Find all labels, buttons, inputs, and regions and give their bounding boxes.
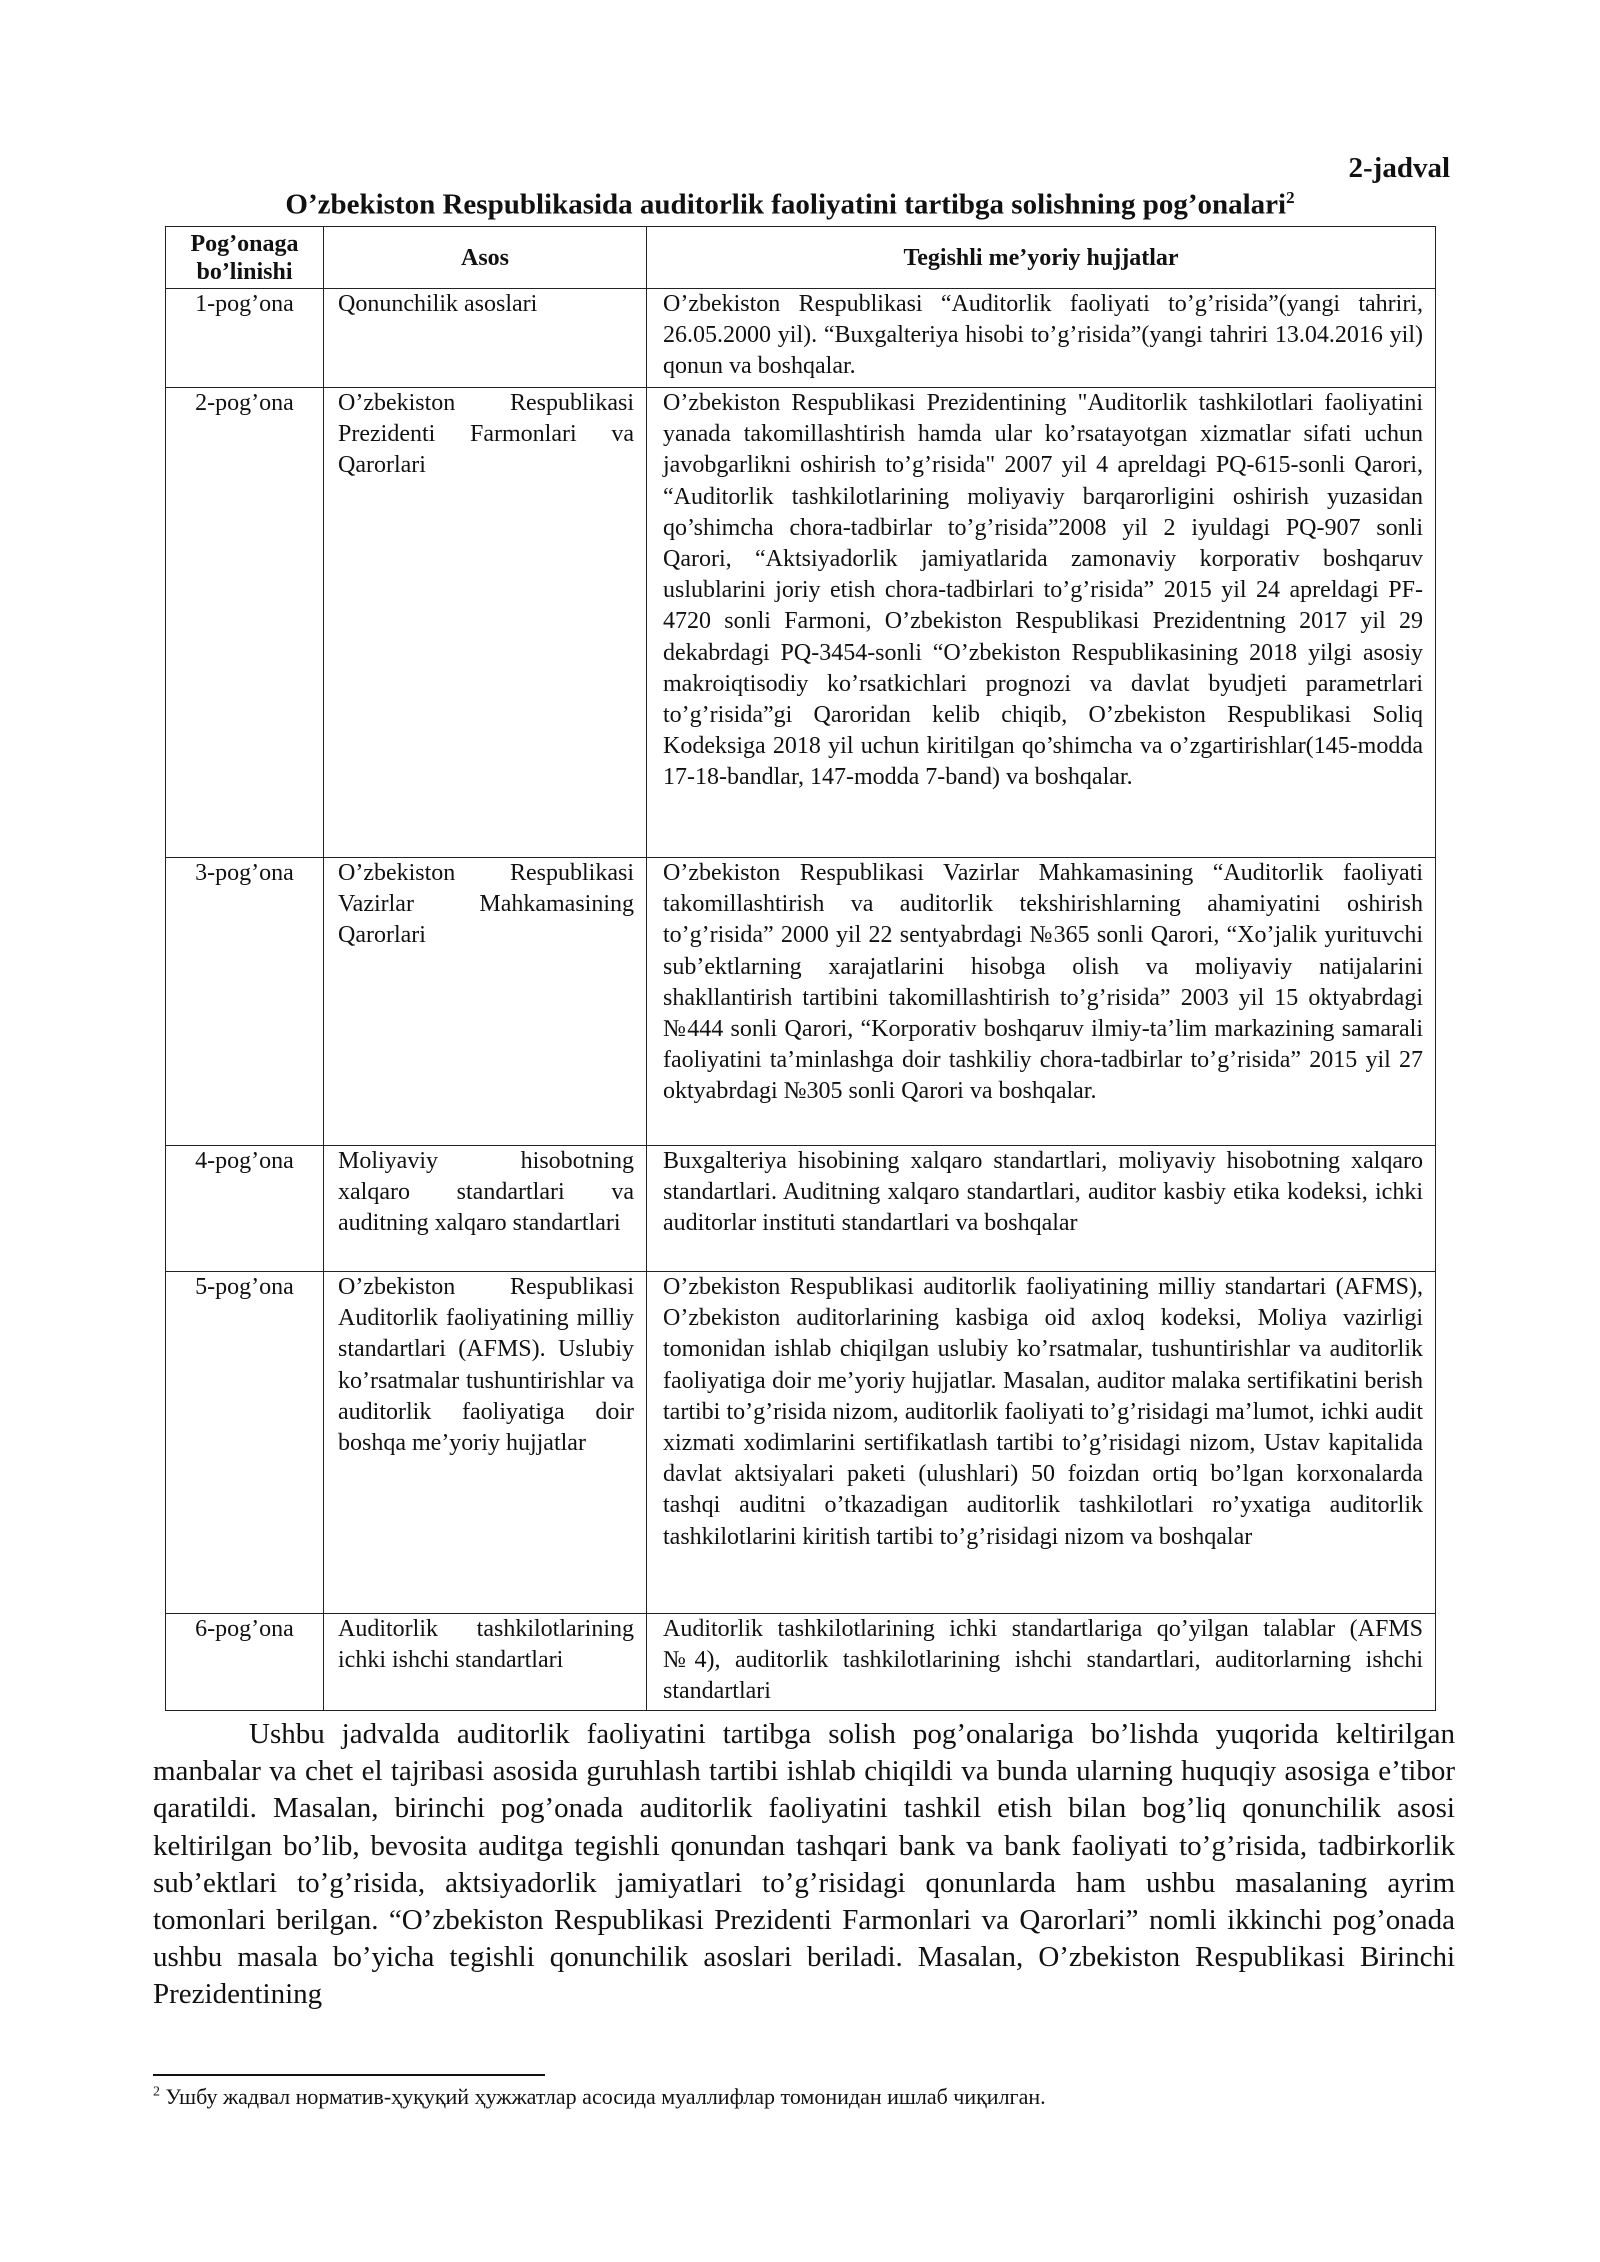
table-row xyxy=(166,1272,1436,1614)
documents-cell: O’zbekiston Respublikasi Vazirlar Mahkamasining “Auditorlik faoliyati takomillashtirish va auditorlik tekshirishlarning ahamiyatini oshirish to’g’risida” 2000 yil 22 sentyabrdagi №365 sonli Qarori, “Xo’jalik yurituvchi sub’ektlarning xarajatlarini hisobga olish va moliyaviy natijalarini shakllantirish tartibini takomillashtirish to’g’risida” 2003 yil 15 oktyabrdagi №444 sonli Qarori, “Korporativ boshqaruv ilmiy-ta’lim markazining samarali faoliyatini ta’minlashga doir tashkiliy chora-tadbirlar to’g’risida” 2015 yil 27 oktyabrdagi №305 sonli Qarori va boshqalar. xyxy=(647,858,1436,1146)
body-paragraph xyxy=(153,1716,1455,2014)
title-footnote-marker: 2 xyxy=(1286,188,1295,207)
footnote-divider xyxy=(153,2074,545,2076)
table-title-text: O’zbekiston Respublikasida auditorlik faoliyatini tartibga solishning pog’onalari xyxy=(285,188,1287,221)
header-level: Pog’onaga bo’linishi xyxy=(166,227,324,289)
level-cell: 6-pog’ona xyxy=(166,1614,324,1711)
header-basis: Asos xyxy=(324,227,647,289)
basis-cell: O’zbekiston Respublikasi Auditorlik faoliyatining milliy standartlari (AFMS). Uslubiy ko’rsatmalar tushuntirishlar va auditorlik faoliyatiga doir boshqa me’yoriy hujjatlar xyxy=(324,1272,647,1614)
documents-cell: Buxgalteriya hisobining xalqaro standartlari, moliyaviy hisobotning xalqaro standartlari. Auditning xalqaro standartlari, auditor kasbiy etika kodeksi, ichki auditorlar instituti standartlari va boshqalar xyxy=(647,1146,1436,1272)
basis-cell: Qonunchilik asoslari xyxy=(324,289,647,388)
table-header-row xyxy=(166,227,1436,289)
body-paragraph-text: Ushbu jadvalda auditorlik faoliyatini tartibga solish pog’onalariga bo’lishda yuqorida keltirilgan manbalar va chet el tajribasi asosida guruhlash tartibi ishlab chiqildi va bunda ularning huquqiy asosiga e’tibor qaratildi. Masalan, birinchi pog’onada auditorlik faoliyatini tashkil etish bilan bog’liq qonunchilik asosi keltirilgan bo’lib, bevosita auditga tegishli qonundan tashqari bank va bank faoliyati to’g’risida, tadbirkorlik sub’ektlari to’g’risida, aktsiyadorlik jamiyatlari to’g’risidagi qonunlarda ham ushbu masalaning ayrim tomonlari berilgan. “O’zbekiston Respublikasi Prezidenti Farmonlari va Qarorlari” nomli ikkinchi pog’onada ushbu masala bo’yicha tegishli qonunchilik asoslari beriladi. Masalan, O’zbekiston Respublikasi Birinchi Prezidentining xyxy=(153,1718,1455,2011)
table-row xyxy=(166,388,1436,858)
table-title xyxy=(150,188,1430,222)
level-cell: 3-pog’ona xyxy=(166,858,324,1146)
basis-cell: Auditorlik tashkilotlarining ichki ishchi standartlari xyxy=(324,1614,647,1711)
level-cell: 4-pog’ona xyxy=(166,1146,324,1272)
level-cell: 2-pog’ona xyxy=(166,388,324,858)
table-row xyxy=(166,289,1436,388)
footnote-marker: 2 xyxy=(153,2084,160,2100)
basis-cell: O’zbekiston Respublikasi Prezidenti Farmonlari va Qarorlari xyxy=(324,388,647,858)
table-label: 2-jadval xyxy=(1348,152,1450,184)
basis-cell: O’zbekiston Respublikasi Vazirlar Mahkamasining Qarorlari xyxy=(324,858,647,1146)
table-row xyxy=(166,1614,1436,1711)
basis-cell: Moliyaviy hisobotning xalqaro standartlari va auditning xalqaro standartlari xyxy=(324,1146,647,1272)
table-row xyxy=(166,1146,1436,1272)
documents-cell: O’zbekiston Respublikasi auditorlik faoliyatining milliy standartari (AFMS), O’zbekiston auditorlarining kasbiga oid axloq kodeksi, Moliya vazirligi tomonidan ishlab chiqilgan uslubiy ko’rsatmalar, tushuntirishlar va auditorlik faoliyatiga doir me’yoriy hujjatlar. Masalan, auditor malaka sertifikatini berish tartibi to’g’risida nizom, auditorlik faoliyati to’g’risidagi ma’lumot, ichki audit xizmati xodimlarini sertifikatlash tartibi to’g’risidagi nizom, Ustav kapitalida davlat aktsiyalari paketi (ulushlari) 50 foizdan ortiq bo’lgan korxonalarda tashqi auditni o’tkazadigan auditorlik tashkilotlari ro’yxatiga auditorlik tashkilotlarini kiritish tartibi to’g’risidagi nizom va boshqalar xyxy=(647,1272,1436,1614)
table-row xyxy=(166,858,1436,1146)
footnote xyxy=(153,2084,1046,2110)
level-cell: 1-pog’ona xyxy=(166,289,324,388)
documents-cell: O’zbekiston Respublikasi “Auditorlik faoliyati to’g’risida”(yangi tahriri, 26.05.2000 yil). “Buxgalteriya hisobi to’g’risida”(yangi tahriri 13.04.2016 yil) qonun va boshqalar. xyxy=(647,289,1436,388)
documents-cell: Auditorlik tashkilotlarining ichki standartlariga qo’yilgan talablar (AFMS №4), auditorlik tashkilotlarining ishchi standartlari, auditorlarning ishchi standartlari xyxy=(647,1614,1436,1711)
level-cell: 5-pog’ona xyxy=(166,1272,324,1614)
header-documents: Tegishli me’yoriy hujjatlar xyxy=(647,227,1436,289)
regulation-levels-table xyxy=(165,226,1436,1711)
footnote-text: Ушбу жадвал норматив-ҳуқуқий ҳужжатлар асосида муаллифлар томонидан ишлаб чиқилган. xyxy=(165,2084,1046,2109)
documents-cell: O’zbekiston Respublikasi Prezidentining "Auditorlik tashkilotlari faoliyatini yanada takomillashtirish hamda ular ko’rsatayotgan xizmatlar sifati uchun javobgarlikni oshirish to’g’risida" 2007 yil 4 apreldagi PQ-615-sonli Qarori, “Auditorlik tashkilotlarining moliyaviy barqarorligini oshirish yuzasidan qo’shimcha chora-tadbirlar to’g’risida”2008 yil 2 iyuldagi PQ-907 sonli Qarori, “Aktsiyadorlik jamiyatlarida zamonaviy korporativ boshqaruv uslublarini joriy etish chora-tadbirlari to’g’risida” 2015 yil 24 apreldagi PF-4720 sonli Farmoni, O’zbekiston Respublikasi Prezidentning 2017 yil 29 dekabrdagi PQ-3454-sonli “O’zbekiston Respublikasining 2018 yilgi asosiy makroiqtisodiy ko’rsatkichlari prognozi va davlat byudjeti parametrlari to’g’risida”gi Qaroridan kelib chiqib, O’zbekiston Respublikasi Soliq Kodeksiga 2018 yil uchun kiritilgan qo’shimcha va o’zgartirishlar(145-modda 17-18-bandlar, 147-modda 7-band) va boshqalar. xyxy=(647,388,1436,858)
